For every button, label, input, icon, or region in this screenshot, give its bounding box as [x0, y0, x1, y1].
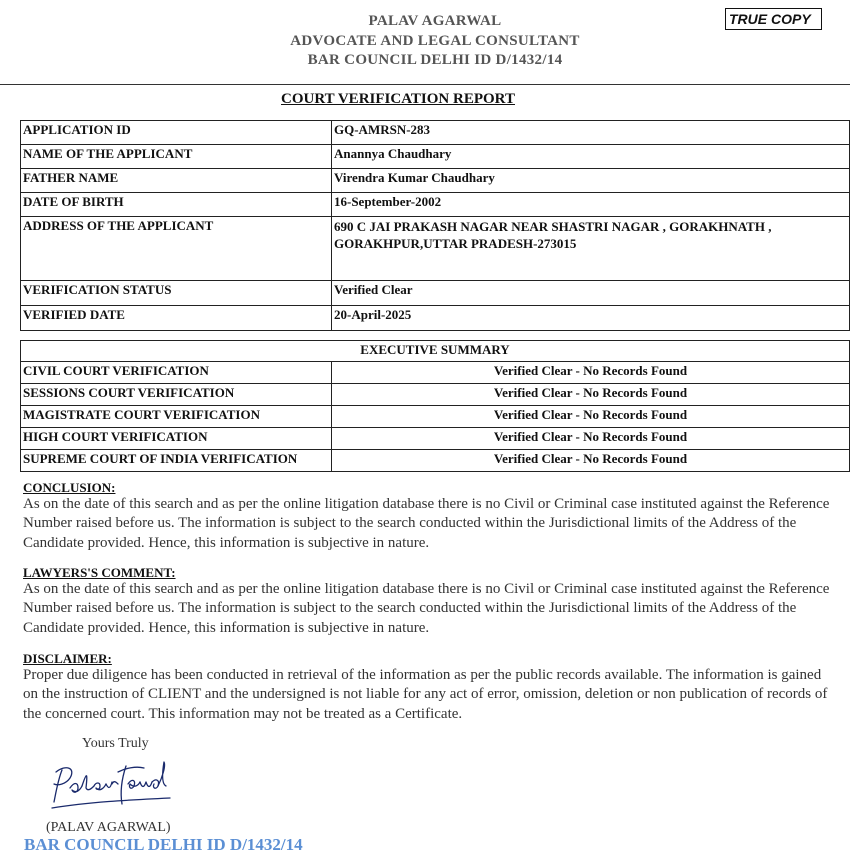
conclusion-heading: CONCLUSION: — [23, 480, 116, 495]
lawyers-comment-heading: LAWYERS'S COMMENT: — [23, 565, 176, 580]
advocate-role: ADVOCATE AND LEGAL CONSULTANT — [290, 33, 580, 49]
summary-label: SESSIONS COURT VERIFICATION — [21, 384, 332, 406]
summary-value: Verified Clear - No Records Found — [332, 450, 850, 472]
signatory-name: (PALAV AGARWAL) — [46, 820, 171, 835]
detail-label: VERIFIED DATE — [21, 306, 332, 331]
applicant-details-table — [20, 120, 850, 331]
detail-value: GQ-AMRSN-283 — [332, 121, 850, 145]
detail-value: 20-April-2025 — [332, 306, 850, 331]
advocate-name: PALAV AGARWAL — [368, 13, 502, 29]
summary-value: Verified Clear - No Records Found — [332, 428, 850, 450]
detail-label: DATE OF BIRTH — [21, 193, 332, 217]
lawyers-comment-text: As on the date of this search and as per the online litigation database there is no Civil or Criminal case instituted against the Reference Number raised before us. The information is subject to the search conducted within the Jurisdictional limits of the Address of the Candidate provided. Hence, this information is subjective in nature. — [23, 581, 830, 636]
conclusion-text: As on the date of this search and as per the online litigation database there is no Civil or Criminal case instituted against the Reference Number raised before us. The information is subject to the search conducted within the Jurisdictional limits of the Address of the Candidate provided. Hence, this information is subjective in nature. — [23, 496, 830, 551]
detail-label: ADDRESS OF THE APPLICANT — [21, 217, 332, 281]
signatory-bar-id: BAR COUNCIL DELHI ID D/1432/14 — [24, 835, 303, 854]
detail-value: Anannya Chaudhary — [332, 145, 850, 169]
disclaimer-heading: DISCLAIMER: — [23, 651, 112, 666]
advocate-bar-id: BAR COUNCIL DELHI ID D/1432/14 — [307, 52, 563, 68]
lawyers-comment-section — [23, 565, 838, 638]
summary-label: MAGISTRATE COURT VERIFICATION — [21, 406, 332, 428]
report-title: COURT VERIFICATION REPORT — [281, 91, 515, 107]
detail-value: 16-September-2002 — [332, 193, 850, 217]
detail-value: 690 C JAI PRAKASH NAGAR NEAR SHASTRI NAGAR , GORAKHNATH , GORAKHPUR,UTTAR PRADESH-273015 — [332, 217, 850, 281]
summary-value: Verified Clear - No Records Found — [332, 362, 850, 384]
detail-label: VERIFICATION STATUS — [21, 281, 332, 306]
detail-label: FATHER NAME — [21, 169, 332, 193]
detail-label: NAME OF THE APPLICANT — [21, 145, 332, 169]
handwritten-signature — [48, 758, 178, 814]
summary-heading: EXECUTIVE SUMMARY — [21, 341, 850, 362]
disclaimer-text: Proper due diligence has been conducted in retrieval of the information as per the public records available. The information is gained on the instruction of CLIENT and the undersigned is not liable for any act of error, omission, deletion or non publication of records of the concerned court. This information may not be treated as a Certificate. — [23, 667, 828, 722]
true-copy-stamp: TRUE COPY — [725, 8, 822, 30]
summary-label: CIVIL COURT VERIFICATION — [21, 362, 332, 384]
summary-value: Verified Clear - No Records Found — [332, 384, 850, 406]
summary-value: Verified Clear - No Records Found — [332, 406, 850, 428]
detail-label: APPLICATION ID — [21, 121, 332, 145]
detail-value: Verified Clear — [332, 281, 850, 306]
summary-label: HIGH COURT VERIFICATION — [21, 428, 332, 450]
detail-value: Virendra Kumar Chaudhary — [332, 169, 850, 193]
closing-text: Yours Truly — [82, 736, 149, 751]
disclaimer-section — [23, 651, 838, 724]
header-divider — [0, 84, 850, 85]
conclusion-section — [23, 480, 838, 553]
summary-label: SUPREME COURT OF INDIA VERIFICATION — [21, 450, 332, 472]
executive-summary-table — [20, 340, 850, 472]
